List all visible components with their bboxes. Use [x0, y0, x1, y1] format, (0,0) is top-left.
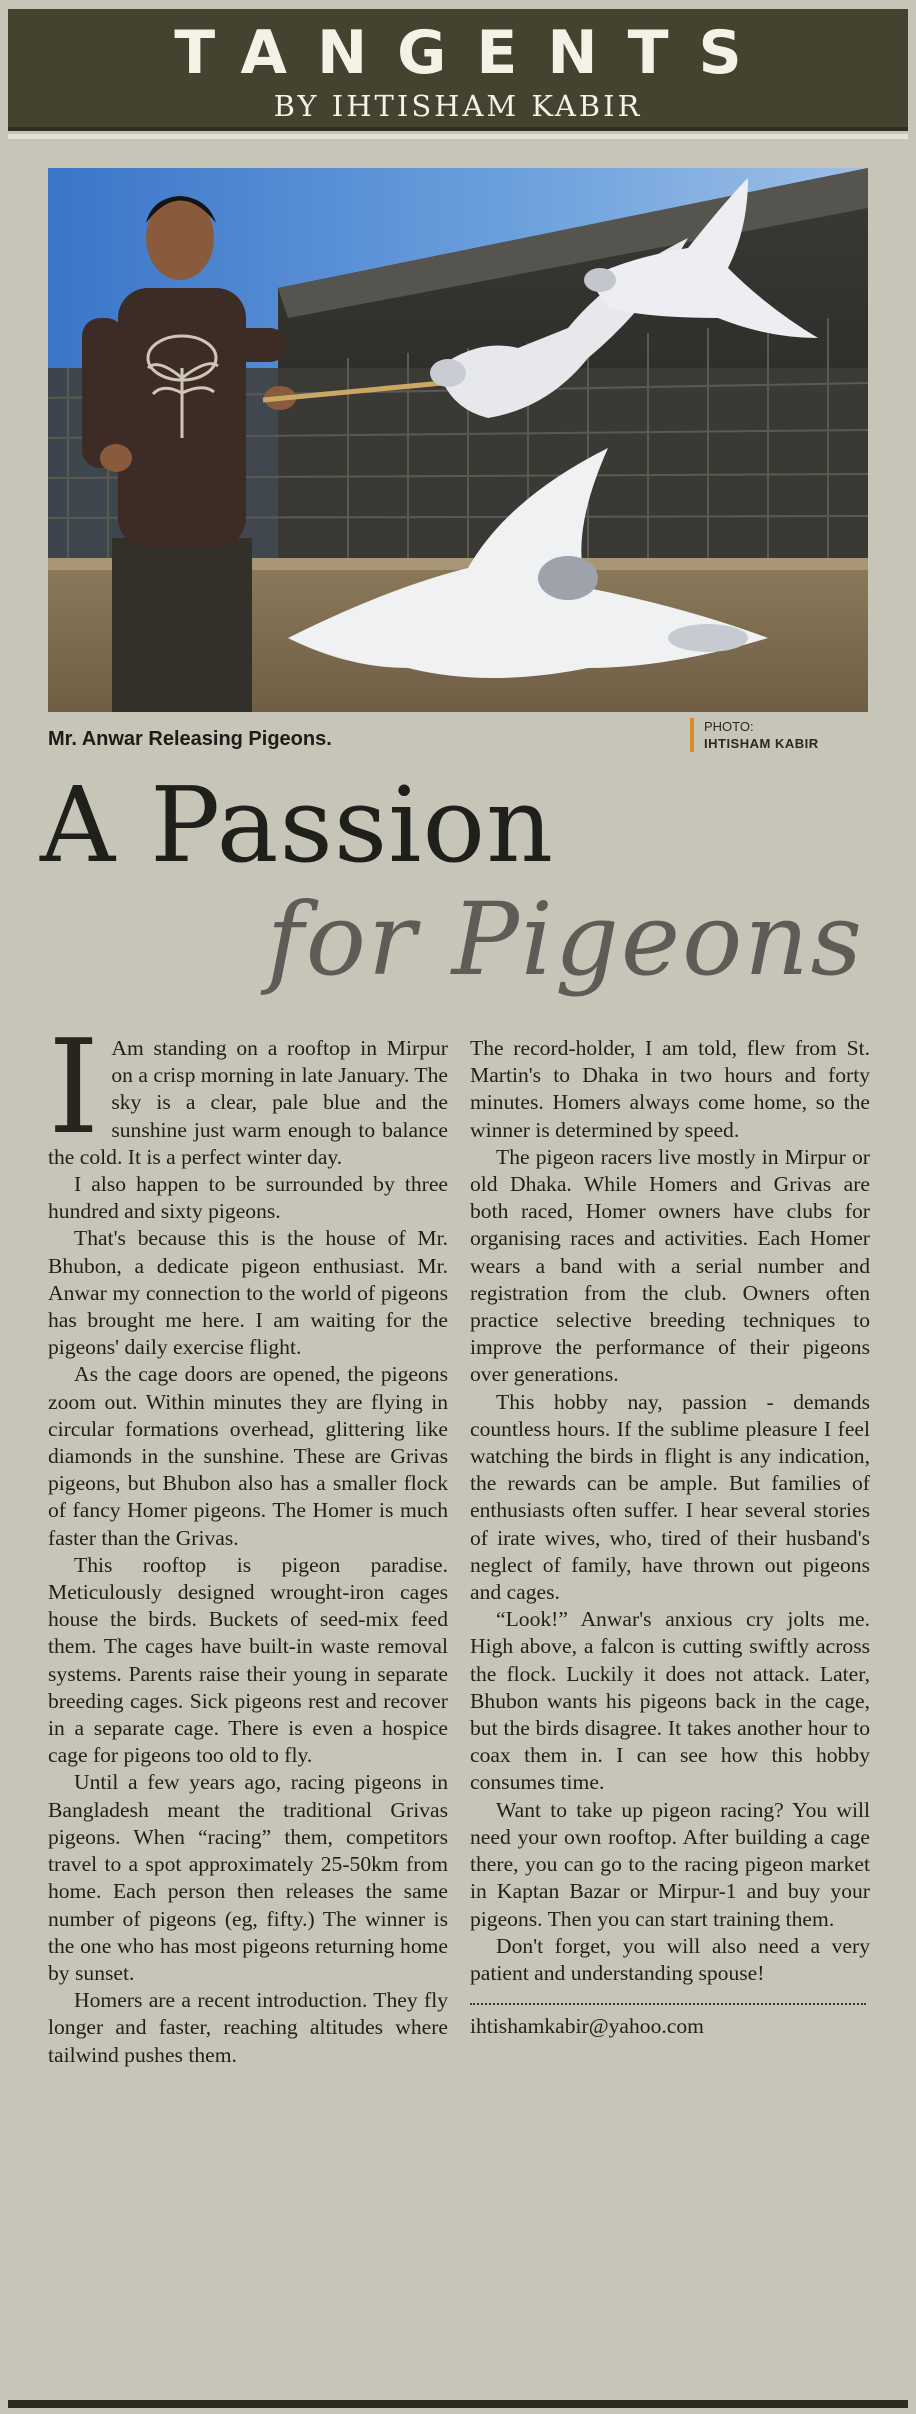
paragraph: This rooftop is pigeon paradise. Meticulously designed wrought-iron cages house the birds. Buckets of seed-mix feed them. The cages have built-in waste removal systems. Parents raise their young in separate breeding cages. Sick pigeons rest and recover in a separate cage. There is even a hospice cage for pigeons too old to fly. [48, 1552, 448, 1768]
pigeon-photo-illustration [48, 168, 868, 712]
paragraph: That's because this is the house of Mr. Bhubon, a dedicate pigeon enthusiast. Mr. Anwar my connection to the world of pigeons has brought me here. I am waiting for the pigeons' daily exercise flight. [48, 1226, 448, 1360]
bottom-divider [8, 2400, 908, 2408]
photo-caption: Mr. Anwar Releasing Pigeons. [48, 728, 332, 750]
paragraph: This hobby nay, passion - demands countless hours. If the sublime pleasure I feel watching the birds in flight is any indication, the rewards can be ample. But families of enthusiasts often suffer. I hear several stories of irate wives, who, tired of their husband's neglect of family, have thrown out pigeons and cages. [470, 1389, 870, 1605]
photo-credit [690, 718, 819, 752]
photo-credit-label: PHOTO: [704, 719, 754, 734]
headline-line-2: for Pigeons [266, 881, 864, 998]
photo-credit-name: IHTISHAM KABIR [704, 736, 819, 751]
article-photo [48, 168, 868, 712]
divider [8, 134, 908, 139]
author-email: ihtishamkabir@yahoo.com [470, 2014, 704, 2039]
paragraph: Homers are a recent introduction. They fly longer and faster, reaching altitudes where tailwind pushes them. [48, 1988, 448, 2067]
paragraph: Don't forget, you will also need a very patient and understanding spouse! [470, 1933, 870, 1985]
paragraph: “Look!” Anwar's anxious cry jolts me. High above, a falcon is cutting swiftly across the flock. Luckily it does not attack. Later, Bhubon wants his pigeons back in the cage, but the birds disagree. It takes another hour to coax them in. I can see how this hobby consumes time. [470, 1607, 870, 1795]
paragraph: Want to take up pigeon racing? You will need your own rooftop. After building a cage there, you can go to the racing pigeon market in Kaptan Bazar or Mirpur-1 and buy your pigeons. Then you can start training them. [470, 1797, 870, 1931]
masthead [8, 9, 908, 131]
paragraph: The pigeon racers live mostly in Mirpur or old Dhaka. While Homers and Grivas are both raced, Homer owners have clubs for organising races and activities. Each Homer wears a band with a serial number and registration from the club. Owners often practice selective breeding techniques to improve the performance of their pigeons over generations. [470, 1144, 870, 1387]
column-title: TANGENTS [174, 18, 772, 88]
headline-line-1: A Passion [40, 764, 555, 886]
paragraph: Am standing on a rooftop in Mirpur on a crisp morning in late January. The sky is a clear, pale blue and the sunshine just warm enough to balance the cold. It is a perfect winter day. [48, 1036, 448, 1169]
drop-cap: I [48, 1011, 100, 1163]
paragraph: As the cage doors are opened, the pigeons zoom out. Within minutes they are flying in circular formations overhead, glittering like diamonds in the sunshine. These are Grivas pigeons, but Bhubon also has a smaller flock of fancy Homer pigeons. The Homer is much faster than the Grivas. [48, 1362, 448, 1550]
article-column-right [470, 1035, 870, 2040]
paragraph: The record-holder, I am told, flew from St. Martin's to Dhaka in two hours and forty minutes. Homers always come home, so the winner is determined by speed. [470, 1036, 870, 1142]
article-column-left [48, 1011, 448, 2069]
paragraph: Until a few years ago, racing pigeons in Bangladesh meant the traditional Grivas pigeons. When “racing” them, competitors travel to a spot approximately 25-50km from home. Each person then releases the same number of pigeons (eg, fifty.) The winner is the one who has most pigeons returning home by sunset. [48, 1770, 448, 1985]
byline: BY IHTISHAM KABIR [273, 89, 643, 123]
dotted-divider [470, 2003, 866, 2005]
paragraph: I also happen to be surrounded by three hundred and sixty pigeons. [48, 1172, 448, 1224]
